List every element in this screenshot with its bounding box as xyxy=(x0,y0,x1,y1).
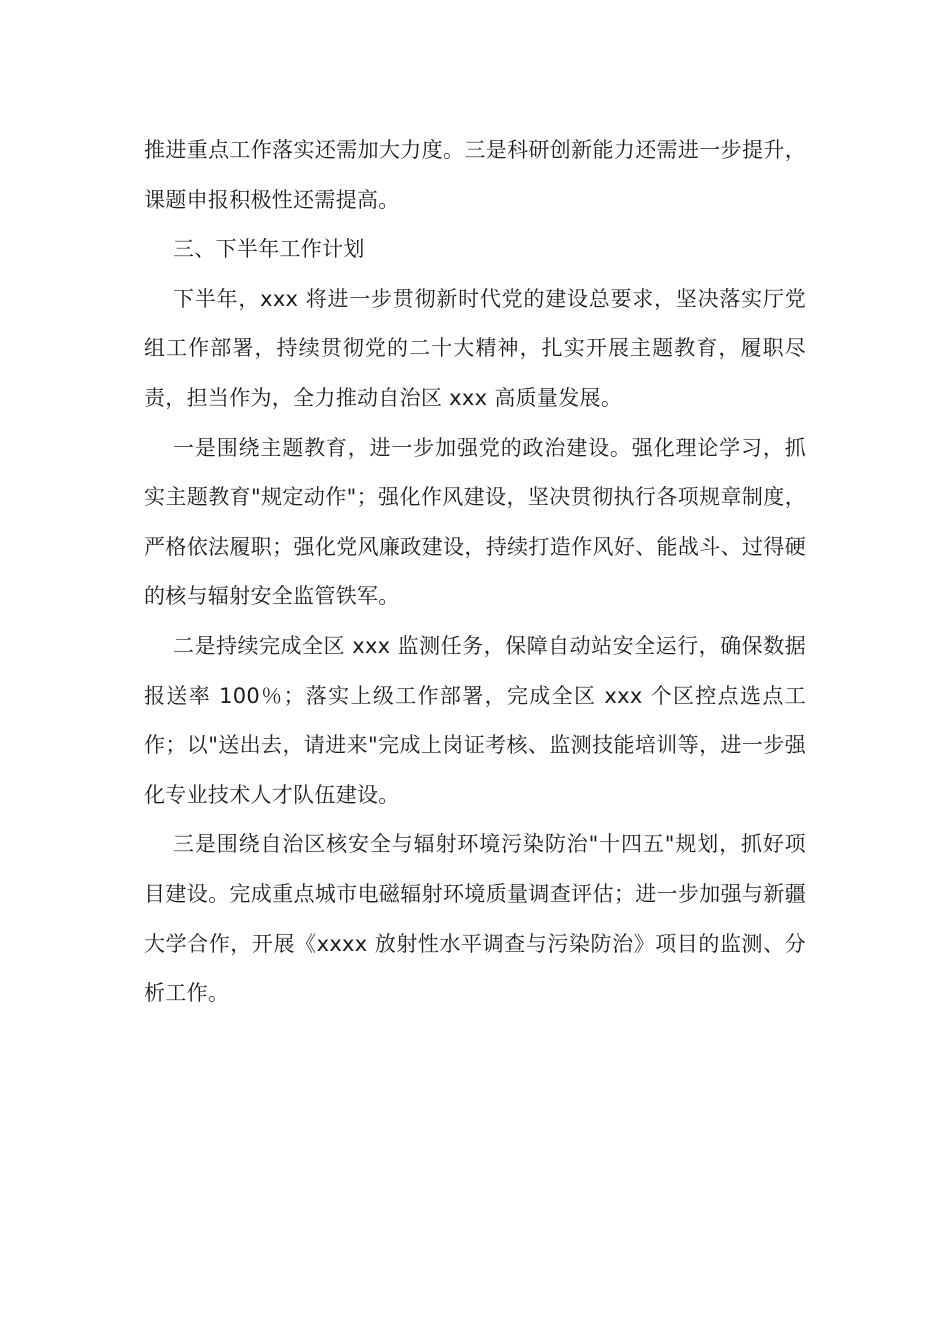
paragraph-plan-item-1: 一是围绕主题教育，进一步加强党的政治建设。强化理论学习，抓实主题教育"规定动作"；强化作风建设，坚决贯彻执行各项规章制度，严格依法履职；强化党风廉政建设，持续打造作风好、能战斗、过得硬的核与辐射安全监管铁军。 xyxy=(144,435,806,609)
paragraph-plan-item-3: 三是围绕自治区核安全与辐射环境污染防治"十四五"规划，抓好项目建设。完成重点城市电磁辐射环境质量调查评估；进一步加强与新疆大学合作，开展《xxxx 放射性水平调查与污染防治》项目的监测、分析工作。 xyxy=(144,832,806,1006)
document-body xyxy=(144,126,806,1019)
paragraph-intro-continuation: 推进重点工作落实还需加大力度。三是科研创新能力还需进一步提升，课题申报积极性还需提高。 xyxy=(144,138,806,212)
paragraph-plan-overview: 下半年，xxx 将进一步贯彻新时代党的建设总要求，坚决落实厅党组工作部署，持续贯彻党的二十大精神，扎实开展主题教育，履职尽责，担当作为，全力推动自治区 xxx 高质量发展。 xyxy=(144,286,806,410)
section-heading: 三、下半年工作计划 xyxy=(173,237,365,262)
paragraph-plan-item-2: 二是持续完成全区 xxx 监测任务，保障自动站安全运行，确保数据报送率 100％；落实上级工作部署，完成全区 xxx 个区控点选点工作；以"送出去，请进来"完成上岗证考核、监测技能培训等，进一步强化专业技术人才队伍建设。 xyxy=(144,633,806,807)
